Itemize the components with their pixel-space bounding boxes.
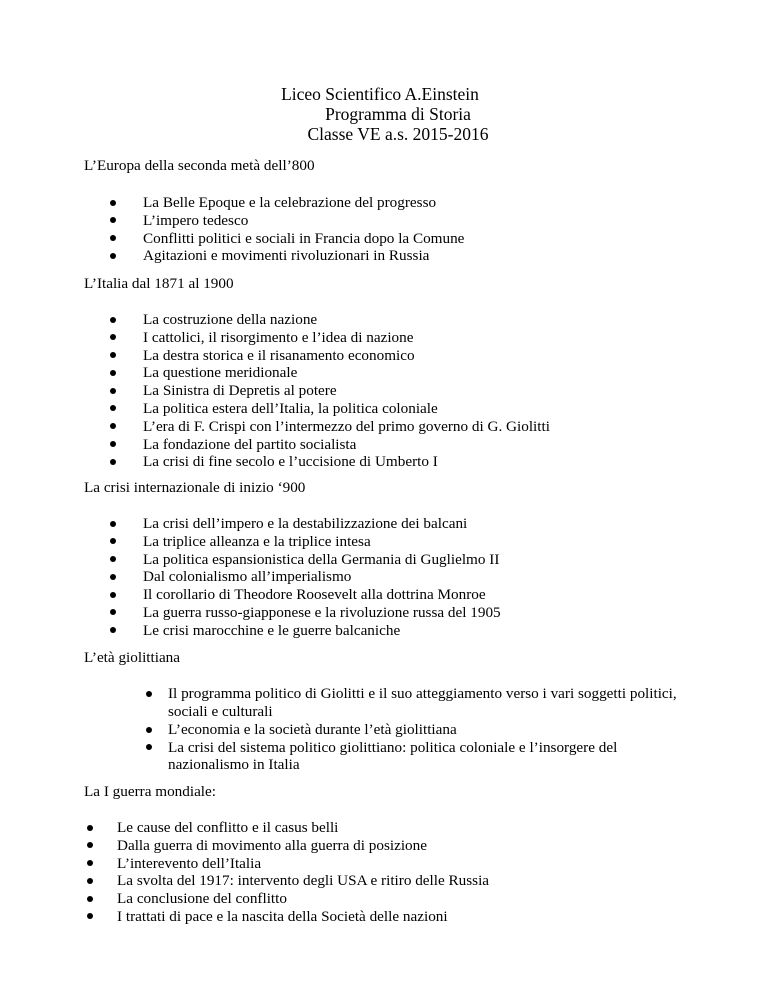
bullet-icon	[87, 878, 93, 884]
list-item: L’era di F. Crispi con l’intermezzo del primo governo di G. Giolitti	[0, 418, 768, 436]
list-item: I trattati di pace e la nascita della Società delle nazioni	[0, 908, 768, 926]
list-item: Dalla guerra di movimento alla guerra di posizione	[0, 837, 768, 855]
bullet-icon	[110, 538, 116, 544]
list-item: La politica estera dell’Italia, la politica coloniale	[0, 400, 768, 418]
bullet-icon	[110, 352, 116, 358]
bullet-icon	[110, 317, 116, 323]
bullet-icon	[110, 370, 116, 376]
list-item: La guerra russo-giapponese e la rivoluzione russa del 1905	[0, 604, 768, 622]
bullet-icon	[110, 592, 116, 598]
section-heading: La crisi internazionale di inizio ‘900	[84, 479, 306, 496]
topic-list	[0, 311, 768, 471]
topic-list	[0, 515, 768, 640]
bullet-icon	[110, 388, 116, 394]
topic-list	[0, 194, 768, 265]
bullet-icon	[110, 609, 116, 615]
list-item: La questione meridionale	[0, 364, 768, 382]
class-year: Classe VE a.s. 2015-2016	[307, 124, 489, 144]
bullet-icon	[110, 253, 116, 259]
bullet-icon	[110, 459, 116, 465]
list-item: La costruzione della nazione	[0, 311, 768, 329]
bullet-icon	[110, 334, 116, 340]
section-heading: L’Italia dal 1871 al 1900	[84, 275, 234, 292]
list-item: La crisi dell’impero e la destabilizzazione dei balcani	[0, 515, 768, 533]
bullet-icon	[146, 727, 152, 733]
bullet-icon	[110, 217, 116, 223]
bullet-icon	[87, 896, 93, 902]
bullet-icon	[110, 521, 116, 527]
document-title	[0, 84, 768, 144]
list-item: Le crisi marocchine e le guerre balcaniche	[0, 622, 768, 640]
list-item: Agitazioni e movimenti rivoluzionari in Russia	[0, 247, 768, 265]
list-item: La Sinistra di Depretis al potere	[0, 382, 768, 400]
bullet-icon	[110, 627, 116, 633]
list-item: La conclusione del conflitto	[0, 890, 768, 908]
list-item: L’interevento dell’Italia	[0, 855, 768, 873]
list-item: Dal colonialismo all’imperialismo	[0, 568, 768, 586]
bullet-icon	[146, 691, 152, 697]
topic-list	[0, 685, 768, 775]
list-item: La triplice alleanza e la triplice intesa	[0, 533, 768, 551]
bullet-icon	[87, 860, 93, 866]
list-item: Conflitti politici e sociali in Francia dopo la Comune	[0, 230, 768, 248]
list-item: La destra storica e il risanamento economico	[0, 347, 768, 365]
list-item: La Belle Epoque e la celebrazione del progresso	[0, 194, 768, 212]
bullet-icon	[110, 405, 116, 411]
topic-list	[0, 819, 768, 926]
section-heading: L’età giolittiana	[84, 649, 181, 666]
list-item: L’economia e la società durante l’età giolittiana	[0, 721, 768, 739]
list-item: L’impero tedesco	[0, 212, 768, 230]
bullet-icon	[87, 825, 93, 831]
list-item: La fondazione del partito socialista	[0, 436, 768, 454]
bullet-icon	[110, 423, 116, 429]
list-item: La crisi di fine secolo e l’uccisione di Umberto I	[0, 453, 768, 471]
list-item: Le cause del conflitto e il casus belli	[0, 819, 768, 837]
bullet-icon	[110, 235, 116, 241]
list-item: Il programma politico di Giolitti e il suo atteggiamento verso i vari soggetti politici, sociali e culturali	[0, 685, 768, 721]
school-name: Liceo Scientifico A.Einstein	[281, 84, 479, 104]
list-item: La svolta del 1917: intervento degli USA e ritiro delle Russia	[0, 872, 768, 890]
bullet-icon	[146, 744, 152, 750]
bullet-icon	[110, 556, 116, 562]
bullet-icon	[87, 913, 93, 919]
section-heading: La I guerra mondiale:	[84, 783, 216, 800]
bullet-icon	[87, 842, 93, 848]
bullet-icon	[110, 441, 116, 447]
bullet-icon	[110, 574, 116, 580]
program-title: Programma di Storia	[325, 104, 471, 124]
bullet-icon	[110, 200, 116, 206]
list-item: Il corollario di Theodore Roosevelt alla dottrina Monroe	[0, 586, 768, 604]
list-item: I cattolici, il risorgimento e l’idea di nazione	[0, 329, 768, 347]
list-item: La politica espansionistica della Germania di Guglielmo II	[0, 551, 768, 569]
list-item: La crisi del sistema politico giolittiano: politica coloniale e l’insorgere del nazionalismo in Italia	[0, 739, 768, 775]
section-heading: L’Europa della seconda metà dell’800	[84, 157, 315, 174]
